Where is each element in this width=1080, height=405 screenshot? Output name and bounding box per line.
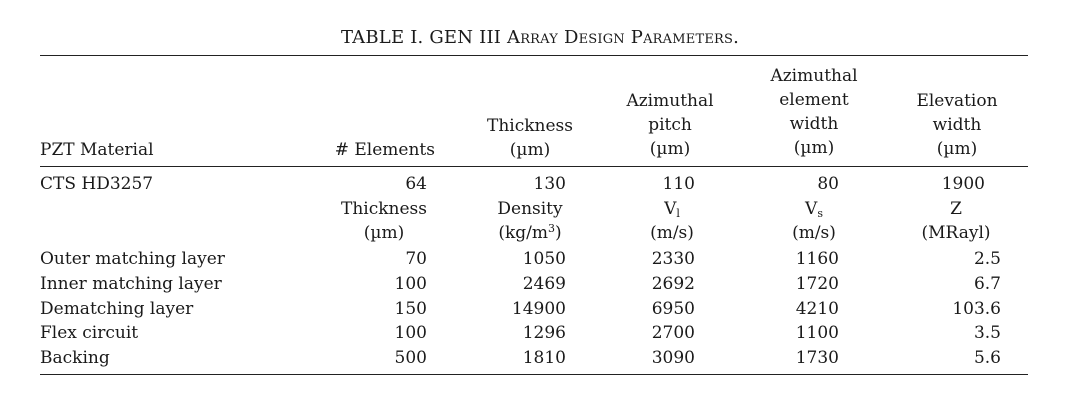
header-azimuthal-pitch: [626, 89, 713, 161]
header-az-width-l1: Azimuthal: [770, 66, 858, 86]
layer-vs: 1160: [795, 249, 839, 269]
pzt-thickness: 130: [533, 174, 566, 194]
layer-name: Flex circuit: [40, 323, 139, 344]
subheader-z-symbol: Z: [950, 199, 962, 219]
layer-vs: 1720: [795, 273, 839, 294]
subheader-thickness-l2: (µm): [363, 223, 405, 243]
subheader-vs-unit: (m/s): [792, 223, 836, 243]
layer-vl: 6950: [651, 298, 695, 319]
pzt-elements: 64: [405, 174, 427, 194]
caption-title: Array Design Parameters.: [507, 27, 740, 48]
layer-z: 3.5: [973, 323, 1001, 344]
subheader-vl-unit: (m/s): [650, 223, 694, 243]
layer-density: 1810: [522, 348, 566, 369]
header-az-width-l4: (µm): [793, 138, 835, 158]
header-az-pitch-l3: (µm): [649, 139, 691, 159]
layer-vs: 4210: [795, 298, 839, 319]
caption-prefix: TABLE I. GEN III: [340, 27, 502, 48]
subheader-thickness: [341, 197, 427, 245]
header-thickness-l2: (µm): [509, 140, 551, 160]
layer-name: Inner matching layer: [40, 273, 222, 294]
layer-thickness: 100: [394, 273, 427, 294]
layer-density: 2469: [522, 273, 566, 294]
layer-vl: 2700: [651, 323, 695, 344]
layer-vl: 2330: [651, 249, 695, 269]
layer-z: 6.7: [973, 273, 1001, 294]
layer-vl: 3090: [651, 348, 695, 369]
subheader-z-unit: (MRayl): [921, 223, 991, 243]
subheader-z: [921, 197, 990, 245]
header-pzt-material: PZT Material: [40, 140, 154, 160]
subheader-density-l1: Density: [497, 199, 563, 219]
header-el-width-l1: Elevation: [916, 91, 998, 111]
layer-thickness: 150: [394, 298, 427, 319]
subheader-vs: [792, 197, 836, 245]
pzt-pitch: 110: [662, 174, 695, 194]
header-az-width-l3: width: [789, 114, 839, 134]
header-thickness-l1: Thickness: [486, 116, 574, 136]
header-elevation-width: [916, 89, 997, 161]
layer-vl: 2692: [651, 273, 695, 294]
layer-thickness: 70: [405, 249, 427, 269]
subheader-thickness-l1: Thickness: [340, 199, 428, 219]
layer-density: 1296: [522, 323, 566, 344]
header-azimuthal-width: [770, 64, 857, 160]
layer-thickness: 100: [394, 323, 427, 344]
subheader-vs-symbol: $V_s$: [805, 199, 823, 220]
header-az-pitch-l1: Azimuthal: [626, 91, 714, 111]
subheader-vl-symbol: $V_l$: [664, 199, 680, 220]
layer-z: 2.5: [973, 249, 1001, 269]
layer-name: Dematching layer: [40, 298, 194, 319]
header-elements: # Elements: [334, 140, 435, 160]
header-el-width-l3: (µm): [936, 139, 978, 159]
layer-density: 14900: [511, 298, 566, 319]
bottom-rule: [40, 374, 1028, 375]
subheader-density-unit: $(kg/m^3)$: [498, 222, 562, 243]
layer-name: Backing: [40, 348, 110, 369]
header-rule: [40, 166, 1028, 167]
header-thickness: [487, 114, 573, 162]
layer-name: Outer matching layer: [40, 249, 225, 269]
layer-vs: 1730: [795, 348, 839, 369]
pzt-name: CTS HD3257: [40, 174, 154, 194]
header-az-pitch-l2: pitch: [648, 115, 692, 135]
layer-z: 5.6: [973, 348, 1001, 369]
table-caption: [0, 27, 1080, 48]
subheader-vl: [650, 197, 694, 245]
layer-thickness: 500: [394, 348, 427, 369]
pzt-elevation-width: 1900: [941, 174, 985, 194]
layer-vs: 1100: [795, 323, 839, 344]
layer-z: 103.6: [952, 298, 1001, 319]
header-el-width-l2: width: [932, 115, 982, 135]
pzt-element-width: 80: [817, 174, 839, 194]
subheader-density: [497, 197, 562, 245]
top-rule: [40, 55, 1028, 56]
header-az-width-l2: element: [779, 90, 849, 110]
layer-density: 1050: [522, 249, 566, 269]
